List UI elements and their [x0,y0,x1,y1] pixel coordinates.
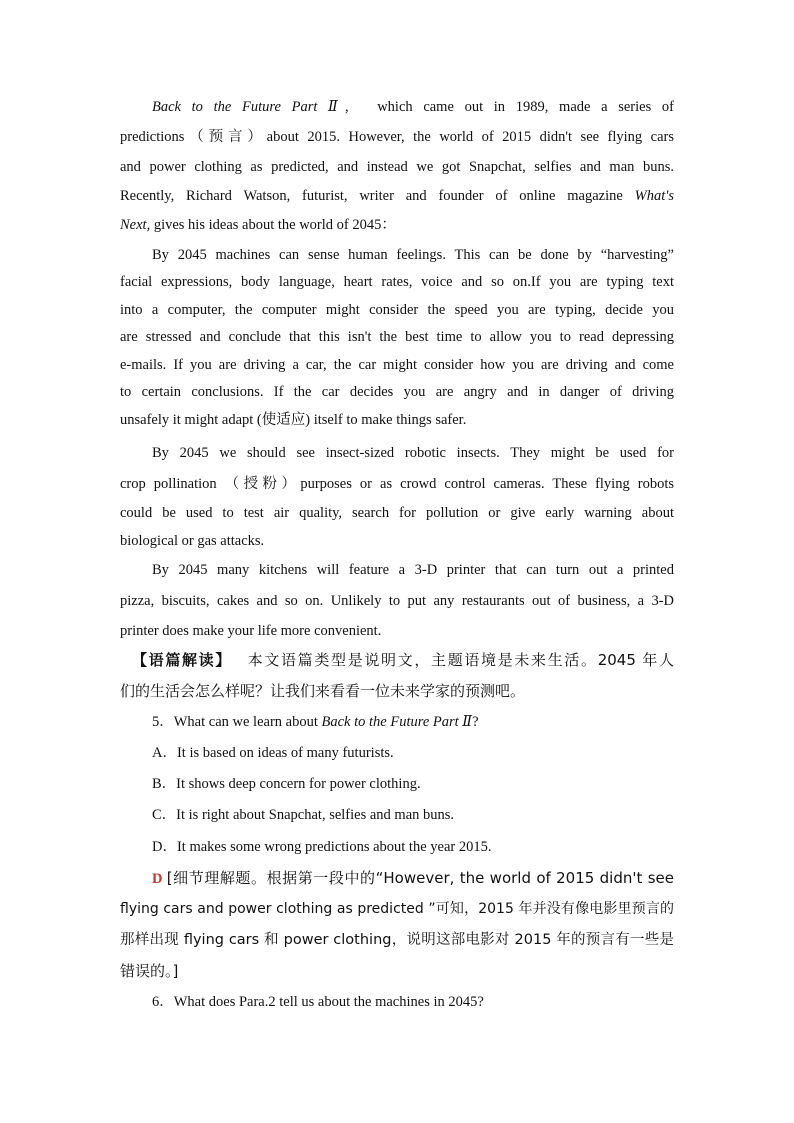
magazine-title-part1: What's [634,188,675,204]
question-5-stem-text: 5．What can we learn about [152,714,318,730]
p1-line-4 [120,186,674,206]
p2-line-7: unsafely it might adapt (使适应) itself to make things safer. [120,412,467,428]
p2-line-4: are stressed and conclude that this isn't the best time to allow you to read depressing [120,329,674,345]
p3-line-1: By 2045 we should see insect-sized robotic insects. They might be used for [152,445,674,461]
question-6-stem: 6．What does Para.2 tell us about the machines in 2045? [152,994,484,1010]
explanation-line-4: 错误的。] [120,962,179,980]
explanation-line-1 [152,868,674,889]
p2-line-5: e-mails. If you are driving a car, the car might consider how you are driving and come [120,357,674,373]
p4-line-1: By 2045 many kitchens will feature a 3-D printer that can turn out a printed [152,562,674,578]
p1-line-3: and power clothing as predicted, and instead we got Snapchat, selfies and man buns. [120,159,674,175]
analysis-line-1 [132,650,674,670]
p2-line-3: into a computer, the computer might consider the speed you are typing, decide you [120,302,674,318]
option-c: C．It is right about Snapchat, selfies and man buns. [152,807,455,823]
explanation-text-1: [细节理解题。根据第一段中的“However, the world of 2015 didn't see [166,869,674,887]
p1-line-2: predictions（预言）about 2015. However, the world of 2015 didn't see flying cars [120,129,674,145]
option-d: D．It makes some wrong predictions about the year 2015. [152,839,492,855]
magazine-title-part2: Next, [120,217,151,233]
p3-line-4: biological or gas attacks. [120,533,265,549]
option-a: A．It is based on ideas of many futurists. [152,745,394,761]
answer-letter: D [152,871,163,887]
p2-line-2: facial expressions, body language, heart rates, voice and so on.If you are typing text [120,274,674,290]
p1-line-4-text: Recently, Richard Watson, futurist, writer and founder of online magazine [120,188,623,204]
p3-line-3: could be used to test air quality, search for pollution or give early warning about [120,505,674,521]
p4-line-3: printer does make your life more convenient. [120,623,382,639]
explanation-line-3: 那样出现 flying cars 和 power clothing，说明这部电影对 2015 年的预言有一些是 [120,932,674,948]
analysis-line-2: 们的生活会怎么样呢？让我们来看看一位未来学家的预测吧。 [120,682,526,700]
p1-line-1-text: which came out in 1989, made a series of [377,99,674,115]
p1-line-1 [120,97,674,117]
p1-line-5 [120,215,674,235]
p2-line-6: to certain conclusions. If the car decides you are angry and in danger of driving [120,384,674,400]
analysis-text-1: 本文语篇类型是说明文，主题语境是未来生活。2045 年人 [246,651,674,669]
question-5-mark: ? [472,714,479,730]
movie-title: Back to the Future Part Ⅱ, [152,99,349,115]
explanation-line-2: flying cars and power clothing as predicted ”可知，2015 年并没有像电影里预言的 [120,901,674,917]
analysis-tag: 【语篇解读】 [132,651,233,669]
question-5-stem [152,712,479,732]
p3-line-2: crop pollination （授粉）purposes or as crowd control cameras. These flying robots [120,476,674,492]
question-5-movie-title: Back to the Future Part Ⅱ [321,714,473,730]
p2-line-1: By 2045 machines can sense human feelings. This can be done by “harvesting” [152,247,674,263]
p4-line-2: pizza, biscuits, cakes and so on. Unlikely to put any restaurants out of business, a 3-D [120,593,674,609]
p1-line-5-text: gives his ideas about the world of 2045： [153,217,396,233]
option-b: B．It shows deep concern for power clothing. [152,776,421,792]
